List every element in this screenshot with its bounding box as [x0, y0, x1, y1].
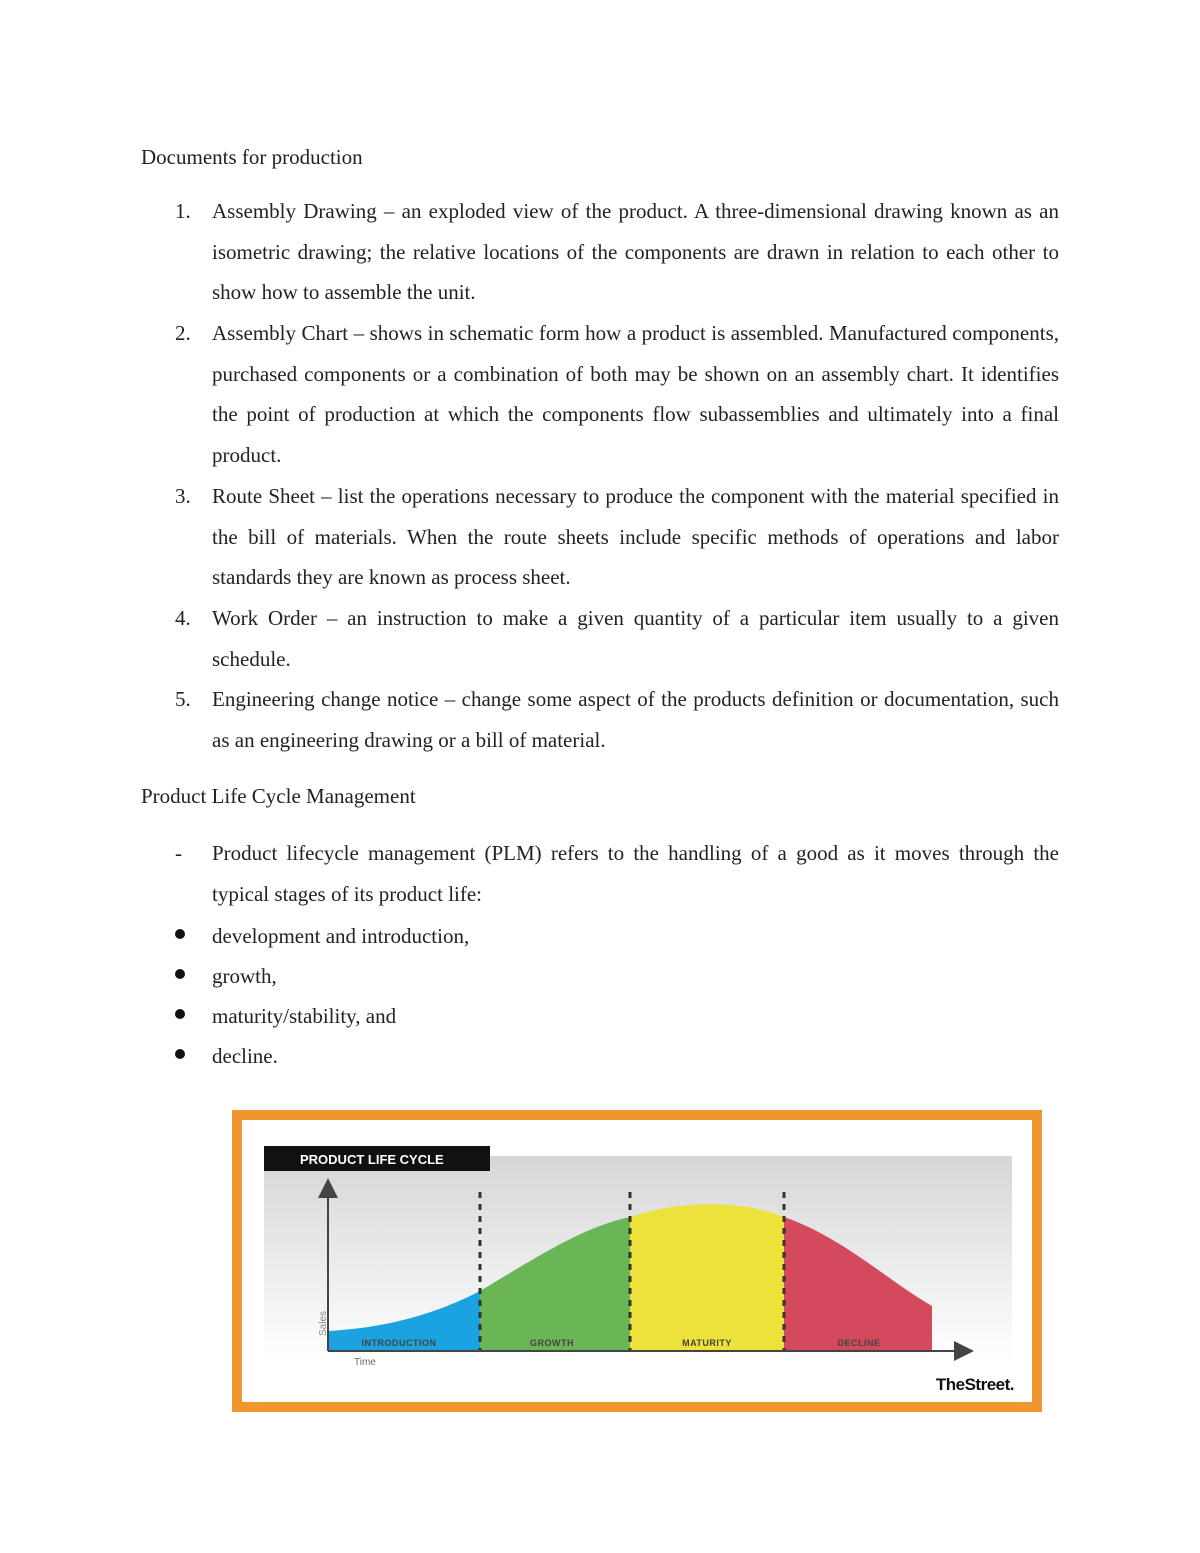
dash-item: [141, 833, 1059, 914]
y-axis-label: Sales: [318, 1310, 329, 1336]
bullet-item: [141, 1036, 1059, 1076]
list-item-text: Engineering change notice – change some aspect of the products definition or documentation, such as an engineering drawing or a bill of material.: [212, 687, 1059, 752]
list-marker: 1.: [175, 199, 191, 223]
bullet-icon: [175, 1049, 185, 1059]
stage-label-growth: GROWTH: [530, 1338, 574, 1348]
list-item: [141, 313, 1059, 476]
bullet-icon: [175, 929, 185, 939]
bullet-item: [141, 996, 1059, 1036]
list-item-text: Work Order – an instruction to make a given quantity of a particular item usually to a given schedule.: [212, 606, 1059, 671]
bullet-item: [141, 916, 1059, 956]
list-item: [141, 476, 1059, 598]
dash-marker: -: [175, 841, 182, 865]
list-item: [141, 191, 1059, 313]
product-life-cycle-figure: [232, 1110, 1042, 1412]
list-marker: 5.: [175, 687, 191, 711]
list-item-text: Route Sheet – list the operations necessary to produce the component with the material specified in the bill of materials. When the route sheets include specific methods of operations and labor standards they are known as process sheet.: [212, 484, 1059, 590]
product-life-cycle-diagram: [242, 1120, 1032, 1402]
thestreet-logo: TheStreet.: [935, 1375, 1014, 1394]
list-marker: 4.: [175, 606, 191, 630]
list-marker: 3.: [175, 484, 191, 508]
bullet-item: [141, 956, 1059, 996]
bullet-text: maturity/stability, and: [212, 1004, 397, 1028]
bullet-icon: [175, 969, 185, 979]
stage-label-introduction: INTRODUCTION: [361, 1338, 437, 1348]
dash-item-text: Product lifecycle management (PLM) refers to the handling of a good as it moves through the typical stages of its product life:: [212, 841, 1059, 906]
stage-area-maturity: [630, 1204, 784, 1351]
stage-label-maturity: MATURITY: [682, 1338, 732, 1348]
section-heading-plm: Product Life Cycle Management: [141, 784, 416, 808]
section-heading-documents: Documents for production: [141, 145, 363, 169]
stage-label-decline: DECLINE: [837, 1338, 881, 1348]
list-item: [141, 679, 1059, 760]
bullet-text: decline.: [212, 1044, 278, 1068]
list-marker: 2.: [175, 321, 191, 345]
x-axis-label: Time: [354, 1357, 376, 1368]
diagram-title: PRODUCT LIFE CYCLE: [300, 1152, 444, 1167]
list-item-text: Assembly Drawing – an exploded view of the product. A three-dimensional drawing known as an isometric drawing; the relative locations of the components are drawn in relation to each other to show how to assemble the unit.: [212, 199, 1059, 305]
bullet-text: development and introduction,: [212, 924, 470, 948]
bullet-icon: [175, 1009, 185, 1019]
bullet-text: growth,: [212, 964, 277, 988]
list-item-text: Assembly Chart – shows in schematic form how a product is assembled. Manufactured components, purchased components or a combination of both may be shown on an assembly chart. It identifies the point of production at which the components flow subassemblies and ultimately into a final product.: [212, 321, 1059, 468]
list-item: [141, 598, 1059, 679]
